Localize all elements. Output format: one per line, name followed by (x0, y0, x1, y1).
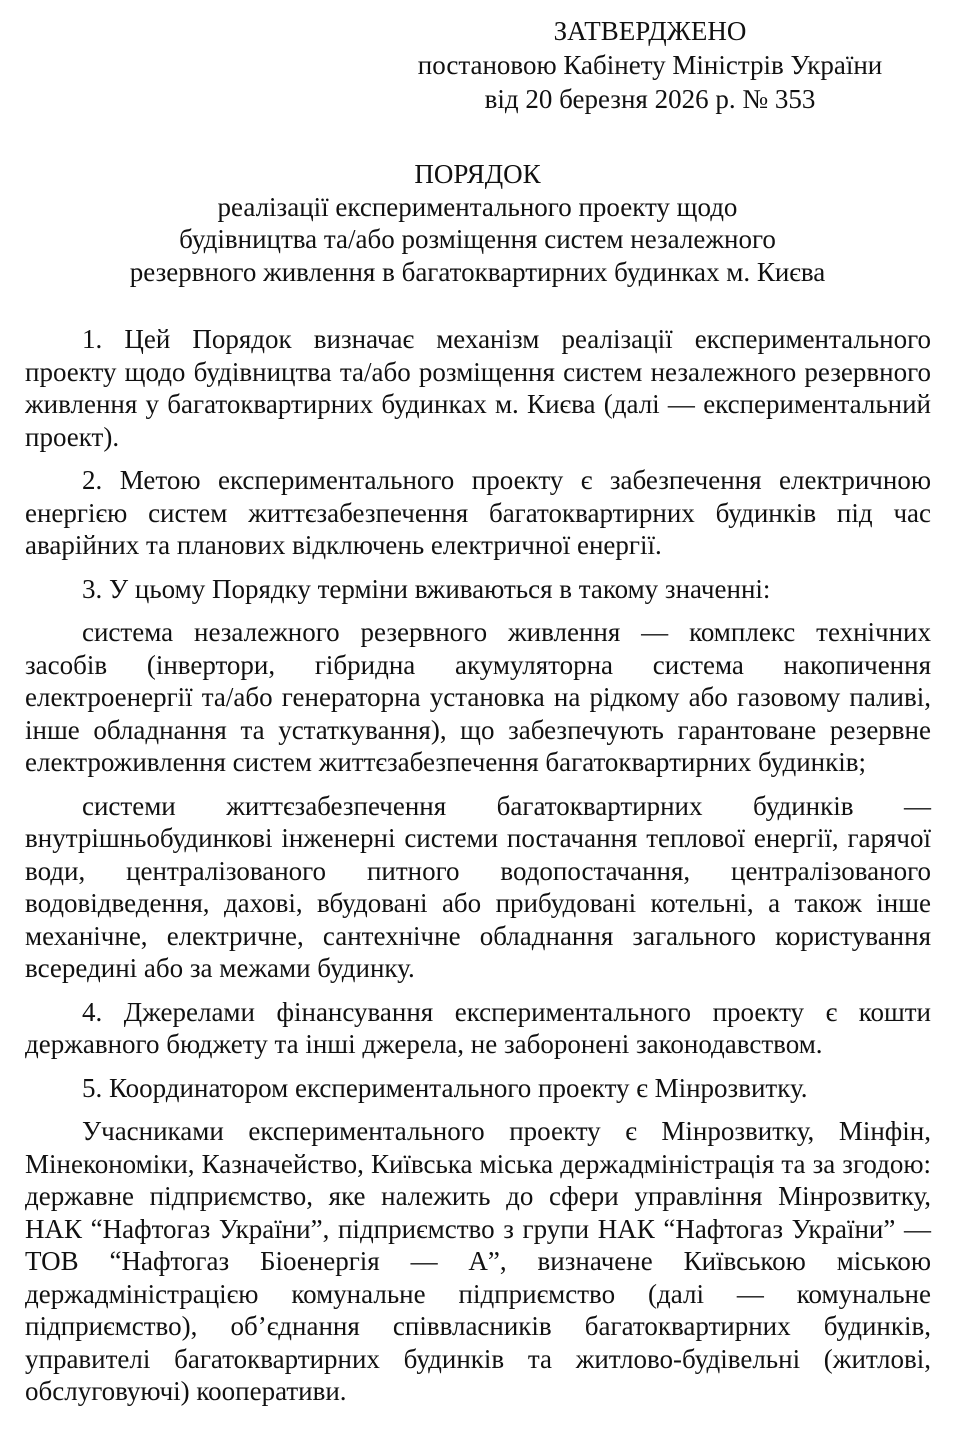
approval-date-number: від 20 березня 2026 р. № 353 (484, 84, 816, 114)
definition-life-support-systems: системи життєзабезпечення багатоквартирних будинків — внутрішньобудинкові інженерні системи постачання теплової енергії, гарячої води, централізованого питного водопостачання, централізованого водовідведення, дахові, вбудовані або прибудовані котельні, а також інше механічне, електричне, сантехнічне обладнання загального користування всередині або за межами будинку. (25, 790, 931, 983)
paragraph-4-funding: 4. Джерелами фінансування експериментального проекту є кошти державного бюджету та інші джерела, не заборонені законодавством. (25, 996, 931, 1059)
paragraph-3-terms-intro: 3. У цьому Порядку терміни вживаються в такому значенні: (82, 573, 771, 604)
paragraph-2-purpose: 2. Метою експериментального проекту є забезпечення електричною енергією систем життєзабезпечення багатоквартирних будинків під час аварійних та планових відключень електричної енергії. (25, 465, 931, 560)
paragraph-1-scope: 1. Цей Порядок визначає механізм реалізації експериментального проекту щодо будівництва та/або розміщення систем незалежного резервного живлення у багатоквартирних будинках м. Києва (далі — експериментальний проект). (25, 324, 931, 452)
paragraph-5-coordinator: 5. Координатором експериментального проекту є Мінрозвитку. (82, 1072, 808, 1103)
approval-stamp: ЗАТВЕРДЖЕНО (553, 16, 747, 46)
approval-authority: постановою Кабінету Міністрів України (417, 50, 883, 80)
document-heading: ПОРЯДОК (414, 159, 541, 189)
document-subtitle-line-3: резервного живлення в багатоквартирних будинках м. Києва (129, 256, 826, 287)
definition-backup-power-system: система незалежного резервного живлення — комплекс технічних засобів (інвертори, гібридна акумуляторна система накопичення електроенергії та/або генераторна установка на рідкому або газовому паливі, інше обладнання та устаткування), що забезпечують гарантоване резервне електроживлення систем життєзабезпечення багатоквартирних будинків; (25, 617, 931, 777)
paragraph-participants: Учасниками експериментального проекту є Мінрозвитку, Мінфін, Мінекономіки, Казначейство, Київська міська держадміністрація та за згодою: державне підприємство, яке належить до сфери управління Мінрозвитку, НАК “Нафтогаз України”, підприємство з групи НАК “Нафтогаз України” — ТОВ “Нафтогаз Біоенергія — А”, визначене Київською міською держадміністрацією комунальне підприємство (далі — комунальне підприємство), об’єднання співвласників багатоквартирних будинків, управителі багатоквартирних будинків та житлово-будівельні (житлові, обслуговуючі) кооперативи. (25, 1116, 931, 1406)
document-subtitle-line-2: будівництва та/або розміщення систем незалежного (179, 224, 776, 254)
document-subtitle-line-1: реалізації експериментального проекту щодо (217, 191, 738, 222)
document-title-block (20, 158, 935, 288)
approval-block (395, 14, 905, 116)
document-body (25, 323, 931, 1419)
